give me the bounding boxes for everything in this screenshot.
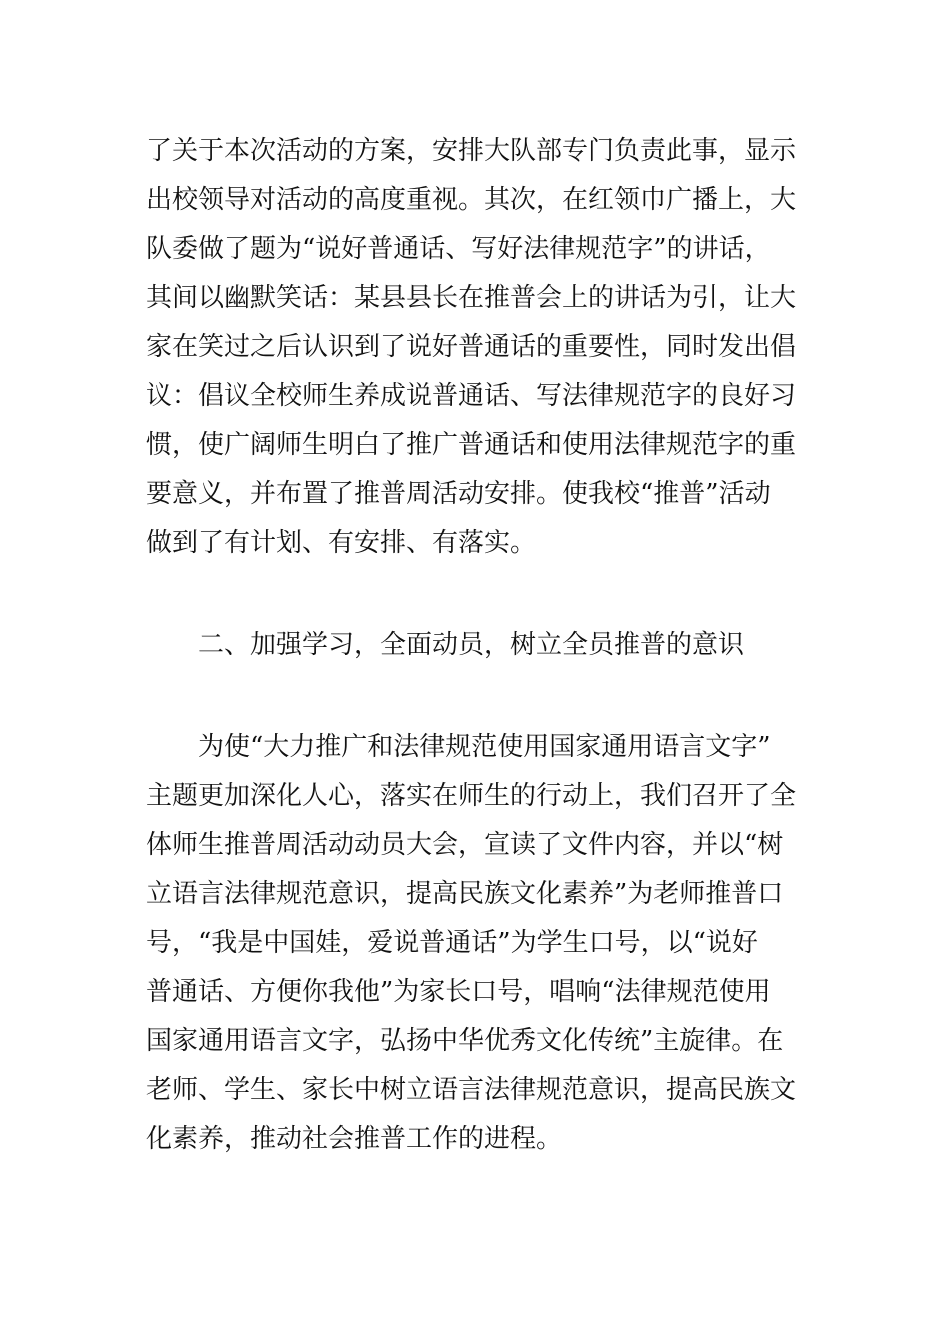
paragraph-1-line-2: 出校领导对活动的高度重视。其次，在红领巾广播上，大 [146,185,797,215]
paragraph-2-line-7: 国家通用语言文字，弘扬中华优秀文化传统”主旋律。在 [146,1026,784,1056]
paragraph-2-line-4: 立语言法律规范意识，提高民族文化素养”为老师推普口 [146,879,784,909]
paragraph-1-line-1: 了关于本次活动的方案，安排大队部专门负责此事，显示 [146,136,797,166]
paragraph-2-line-5: 号，“我是中国娃，爱说普通话”为学生口号，以“说好 [146,928,758,958]
paragraph-1-line-7: 惯，使广阔师生明白了推广普通话和使用法律规范字的重 [146,430,797,460]
paragraph-2-line-6: 普通话、方便你我他”为家长口号，唱响“法律规范使用 [146,977,771,1007]
paragraph-2-line-3: 体师生推普周活动动员大会，宣读了文件内容，并以“树 [146,830,784,860]
paragraph-1-line-3: 队委做了题为“说好普通话、写好法律规范字”的讲话， [146,234,771,264]
paragraph-2-line-8: 老师、学生、家长中树立语言法律规范意识，提高民族文 [146,1075,797,1105]
paragraph-1-line-8: 要意义，并布置了推普周活动安排。使我校“推普”活动 [146,479,771,509]
paragraph-1-line-5: 家在笑过之后认识到了说好普通话的重要性，同时发出倡 [146,332,797,362]
paragraph-1-line-6: 议：倡议全校师生养成说普通话、写法律规范字的良好习 [146,381,797,411]
paragraph-2-line-2: 主题更加深化人心，落实在师生的行动上，我们召开了全 [146,781,797,811]
section-heading-2: 二、加强学习，全面动员，树立全员推普的意识 [198,630,745,660]
paragraph-2-line-1: 为使“大力推广和法律规范使用国家通用语言文字” [198,732,771,762]
paragraph-1-line-9: 做到了有计划、有安排、有落实。 [146,528,537,558]
paragraph-2-line-9: 化素养，推动社会推普工作的进程。 [146,1124,563,1154]
paragraph-1-line-4: 其间以幽默笑话：某县县长在推普会上的讲话为引，让大 [146,283,797,313]
